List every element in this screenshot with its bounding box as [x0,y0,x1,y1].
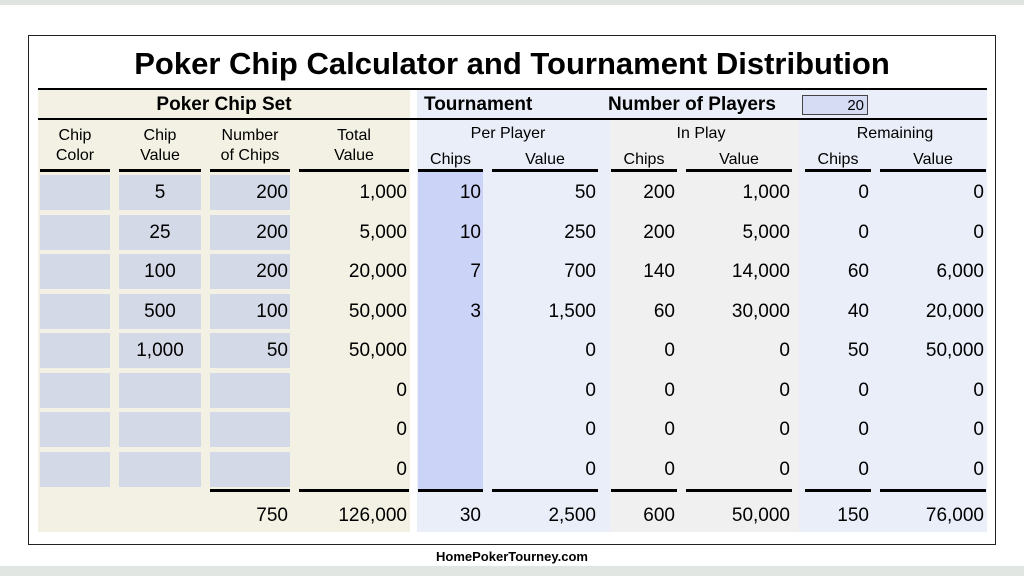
pp-value-text: 250 [564,221,596,243]
num-chips-text: 50 [266,340,288,361]
tournament-header: Tournament [424,94,533,115]
ip-chips-text: 0 [664,419,675,440]
column-header-underline [492,169,598,172]
rem-value-subheader: Value [913,151,953,168]
num-chips-header-1: Number [221,127,279,144]
chip-color-cell[interactable] [40,412,110,447]
chip-value-input[interactable] [119,452,201,487]
players-input[interactable] [802,95,868,115]
rem-chips-text: 0 [858,419,869,440]
chip-set-header: Poker Chip Set [156,94,292,115]
chip-value-input[interactable] [119,412,201,447]
pp-chips-text: 7 [470,261,481,282]
pp-value-text: 0 [585,419,596,440]
ip-value-text: 1,000 [742,182,790,203]
totals-rule [210,489,290,492]
rem-chips-text: 0 [858,458,869,480]
rem-chips-text: 0 [858,182,869,203]
total-value-text: 0 [396,379,407,401]
chip-color-cell[interactable] [40,333,110,368]
pp-value-text: 0 [585,379,596,401]
totals-rule [492,489,598,492]
pp-value-text: 700 [564,261,596,282]
column-header-underline [119,169,201,172]
ip-value-text: 0 [779,340,790,361]
rem-chips-text: 40 [847,300,869,322]
pp-value-subheader: Value [525,151,565,168]
totals-rule [418,489,483,492]
num-chips-text: 200 [256,182,288,203]
chip-color-cell[interactable] [40,373,110,408]
chip-value-header-2: Value [140,147,180,164]
ip-chips-text: 0 [664,379,675,401]
rem-value-text: 50,000 [925,340,984,361]
header-rule-bottom [38,118,987,120]
total-cell-text: 750 [256,505,288,526]
total-value-text: 0 [396,458,407,480]
rem-chips-subheader: Chips [817,151,859,168]
chip-value-text: 1,000 [136,340,184,361]
total-value-text: 20,000 [348,261,407,282]
chip-value-text: 25 [149,221,171,243]
rem-value-text: 0 [973,458,984,480]
bottom-strip [0,566,1024,576]
num-chips-text: 200 [256,261,288,282]
num-chips-input[interactable] [210,373,290,408]
in-play-header: In Play [676,125,726,142]
total-value-text: 1,000 [359,182,407,203]
total-cell-text: 2,500 [548,505,596,526]
chip-value-text: 100 [144,261,176,282]
column-header-underline [805,169,871,172]
ip-chips-subheader: Chips [623,151,665,168]
page-title: Poker Chip Calculator and Tournament Distribution [134,46,890,81]
totals-rule [299,489,409,492]
rem-value-text: 0 [973,221,984,243]
column-header-underline [880,169,986,172]
pp-chips-text: 10 [459,182,481,203]
rem-chips-text: 50 [847,340,869,361]
chip-value-input[interactable] [119,373,201,408]
ip-value-text: 0 [779,419,790,440]
ip-chips-text: 0 [664,458,675,480]
total-value-text: 50,000 [348,300,407,322]
totals-rule [686,489,792,492]
ip-value-subheader: Value [719,151,759,168]
chip-value-text: 500 [144,300,176,322]
chip-value-text: 5 [154,182,166,203]
pp-value-text: 50 [574,182,596,203]
chip-color-cell[interactable] [40,254,110,289]
column-header-underline [210,169,290,172]
chip-color-header-2: Color [55,147,95,164]
total-value-text: 50,000 [348,340,407,361]
num-chips-header-2: of Chips [220,147,280,164]
num-chips-input[interactable] [210,412,290,447]
pp-value-text: 0 [585,340,596,361]
total-value-text: 0 [396,419,407,440]
total-cell-text: 30 [459,505,481,526]
ip-chips-text: 140 [643,261,675,282]
chip-color-cell[interactable] [40,175,110,210]
ip-chips-text: 200 [643,182,675,203]
rem-chips-text: 0 [858,221,869,243]
chip-color-cell[interactable] [40,294,110,329]
column-header-underline [686,169,792,172]
pp-value-text: 0 [585,458,596,480]
total-value-header-1: Total [337,127,371,144]
chip-color-header-1: Chip [58,127,92,144]
ip-value-text: 0 [779,379,790,401]
total-value-text: 5,000 [359,221,407,243]
pp-value-text: 1,500 [548,300,596,322]
rem-value-text: 6,000 [936,261,984,282]
totals-rule [611,489,677,492]
rem-value-text: 0 [973,379,984,401]
rem-chips-text: 0 [858,379,869,401]
remaining-header: Remaining [856,125,934,142]
ip-value-text: 5,000 [742,221,790,243]
num-chips-input[interactable] [210,452,290,487]
chip-color-cell[interactable] [40,452,110,487]
column-header-underline [40,169,110,172]
ip-value-text: 30,000 [731,300,790,322]
column-header-underline [611,169,677,172]
num-chips-text: 200 [256,221,288,243]
rem-value-text: 0 [973,419,984,440]
rem-chips-text: 60 [847,261,869,282]
total-cell-text: 126,000 [338,505,407,526]
pp-chips-text: 3 [470,300,481,322]
total-value-header-2: Value [334,147,374,164]
ip-value-text: 0 [779,458,790,480]
rem-value-text: 20,000 [925,300,984,322]
total-cell-text: 50,000 [731,505,790,526]
totals-rule [805,489,871,492]
column-header-underline [299,169,409,172]
num-chips-text: 100 [256,300,288,322]
pp-chips-text: 10 [459,221,481,243]
ip-chips-text: 60 [653,300,675,322]
chip-value-header-1: Chip [143,127,177,144]
column-header-underline [418,169,483,172]
total-cell-text: 150 [837,505,869,526]
ip-value-text: 14,000 [731,261,790,282]
header-rule-top [38,88,987,90]
total-cell-text: 600 [643,505,675,526]
ip-chips-text: 200 [643,221,675,243]
pp-chips-subheader: Chips [430,151,471,168]
footer-site: HomePokerTourney.com [436,549,588,564]
chip-color-cell[interactable] [40,215,110,250]
rem-value-text: 0 [973,182,984,203]
totals-rule [880,489,986,492]
ip-chips-text: 0 [664,340,675,361]
total-cell-text: 76,000 [925,505,984,526]
per-player-header: Per Player [470,125,546,142]
players-label: Number of Players [608,94,776,115]
